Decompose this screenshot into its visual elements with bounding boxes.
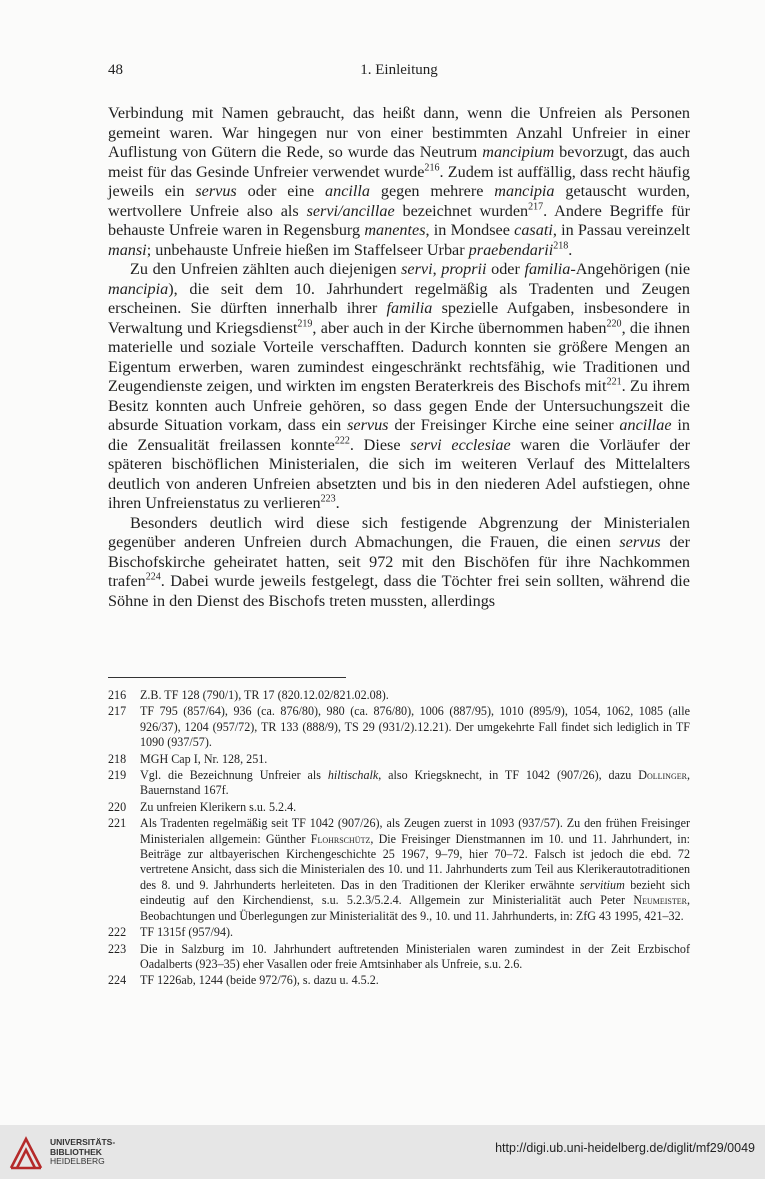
footnote-ref: 222: [334, 435, 350, 447]
italic-term: hiltischalk: [327, 768, 379, 783]
footnote: [108, 816, 690, 924]
text-run: Als Tradenten regelmäßig seit TF 1042 (907/26), als Zeugen zuerst in 1093 (937/57). Zu den frühen Freisinger Ministerialen allgemein: Günther: [140, 816, 690, 846]
footnotes: [108, 688, 690, 990]
footnote-ref: 220: [606, 318, 622, 330]
text-run: Besonders deutlich wird diese sich festigende Abgrenzung der Ministerialen gegenüber anderen Unfreien durch Abmachungen, die Frauen, die einen: [108, 513, 690, 551]
text-run: ,: [432, 260, 442, 278]
running-title: 1. Einleitung: [360, 62, 438, 78]
paragraph: [108, 514, 690, 612]
text-run: -Angehörigen (nie: [570, 260, 690, 278]
footnote: [108, 768, 690, 799]
paragraph: [108, 104, 690, 260]
italic-term: casati: [514, 221, 553, 239]
text-run: . Andere Begriffe für behauste Unfreie waren in Regensburg: [108, 201, 690, 239]
italic-term: manentes: [364, 221, 426, 239]
footnote-number: 220: [108, 799, 127, 814]
footnote-text: [140, 752, 690, 767]
footnote-number: 224: [108, 973, 127, 988]
text-run: , Bauernstand 167f.: [140, 768, 690, 798]
italic-term: ancilla: [325, 182, 371, 200]
text-run: ), die seit dem 10. Jahrhundert regelmäßig als Tradenten und Zeugen erscheinen. Sie dürften innerhalb ihrer: [108, 279, 690, 317]
author-name: Flohrschütz: [310, 831, 371, 846]
footnote: [108, 973, 690, 988]
text-run: Vgl. die Bezeichnung Unfreier als: [140, 768, 328, 783]
italic-term: familia: [524, 260, 571, 278]
footnote-text: [140, 925, 690, 940]
footnote-ref: 221: [606, 376, 622, 388]
footnote-text: [140, 800, 690, 815]
text-run: getauscht wurden, wertvollere Unfreie also als: [108, 182, 690, 220]
footnote-text: [140, 704, 690, 750]
footnote-number: 216: [108, 688, 127, 702]
document-url-link[interactable]: http://digi.ub.uni-heidelberg.de/diglit/mf29/0049: [495, 1141, 755, 1155]
footnote-text: [140, 768, 690, 799]
text-run: Zu den Unfreien zählten auch diejenigen: [130, 260, 402, 278]
footnote-number: 218: [108, 751, 127, 766]
footnote: [108, 752, 690, 767]
text-run: bevorzugt, das auch meist für das Gesinde Unfreier verwendet wurde: [108, 143, 690, 181]
footnote-number: 219: [108, 768, 127, 783]
footnote-text: [140, 688, 690, 703]
text-run: MGH Cap I, Nr. 128, 251.: [140, 751, 268, 766]
footnote-separator: [108, 677, 346, 678]
text-run: , die ihnen materielle und soziale Vorteile verschafften. Dadurch konnten sie größere Mengen an Eigentum erwerben, waren zumindest eingeschränkt rechtsfähig, wie Traditionen und Zeugendienste zeigen, und wirkten im engsten Beraterkreis des Bischofs mit: [108, 318, 690, 395]
page-header: [108, 62, 690, 84]
library-name: UNIVERSITÄTS- BIBLIOTHEK HEIDELBERG: [50, 1137, 116, 1166]
footnote: [108, 704, 690, 750]
footnote-number: 223: [108, 941, 127, 956]
footnote-text: [140, 942, 690, 973]
italic-term: mancipium: [482, 143, 555, 161]
footnote-ref: 219: [297, 318, 313, 330]
text-run: ; unbehauste Unfreie hießen im Staffelseer Urbar: [146, 240, 469, 259]
text-run: .: [568, 240, 573, 259]
text-run: , in Passau vereinzelt: [552, 221, 691, 239]
text-run: der Bischofskirche geheiratet hatten, seit 972 mit den Bischöfen für ihre Nachkommen trafen: [108, 533, 690, 590]
text-run: oder: [486, 260, 525, 278]
footnote-ref: 224: [145, 571, 161, 583]
footnote-ref: 218: [553, 240, 569, 252]
text-run: Die in Salzburg im 10. Jahrhundert auftretenden Ministerialen waren zumindest in der Zeit Erzbischof Oadalberts (923–35) eher Vasallen oder freie Amtsinhaber als Unfreie, s.u. 2.6.: [140, 941, 690, 971]
italic-term: mansi: [108, 240, 147, 259]
text-run: . Dabei wurde jeweils festgelegt, dass die Töchter frei sein sollten, während die Söhne in den Dienst des Bischofs treten mussten, allerdings: [108, 572, 690, 610]
viewer-footer: [0, 1125, 765, 1179]
author-name: Neumeister: [633, 893, 687, 908]
text-run: der Freisinger Kirche eine seiner: [388, 416, 620, 434]
text-run: bezeichnet wurden: [394, 201, 529, 220]
italic-term: servus: [195, 182, 237, 200]
text-run: . Zu ihrem Besitz konnten auch Unfreie gehören, so dass gegen Ende der Untersuchungszeit die absurde Situation vorkam, dass ein: [108, 377, 690, 434]
text-run: TF 1226ab, 1244 (beide 972/76), s. dazu u. 4.5.2.: [140, 973, 379, 988]
footnote-text: [140, 973, 690, 988]
text-run: spezielle Aufgaben, insbesondere in Verwaltung und Kriegsdienst: [108, 299, 690, 337]
paragraph: [108, 260, 690, 514]
page-number: 48: [108, 62, 123, 78]
italic-term: servus: [619, 533, 661, 551]
text-run: .: [335, 494, 340, 512]
footnote-number: 222: [108, 925, 127, 940]
italic-term: servitium: [579, 877, 625, 892]
text-run: , also Kriegsknecht, in TF 1042 (907/26), dazu: [378, 768, 639, 783]
footnote: [108, 688, 690, 703]
text-run: TF 795 (857/64), 936 (ca. 876/80), 980 (ca. 876/80), 1006 (887/95), 1010 (895/9), 1054, 1062, 1085 (alle 926/37), 1204 (957/72), TR 133 (888/9), TS 29 (931/2).12.21). Der umgekehrte Fall findet sich lediglich in TF 1090 (937/57).: [140, 704, 690, 750]
text-run: oder eine: [236, 182, 326, 200]
text-run: Zu unfreien Klerikern s.u. 5.2.4.: [140, 799, 297, 814]
footnote-ref: 216: [424, 162, 440, 174]
text-run: gegen mehrere: [370, 182, 495, 200]
text-run: , Die Freisinger Dienstmannen im 10. und 11. Jahrhundert, in: Beiträge zur altbayerischen Kirchengeschichte 25 1967, 9–79, hier 70–72. Falsch ist jedoch die ebd. 72 vertretene Ansicht, dass sich die Ministerialen des 10. und 11. Jahrhunderts zum Teil aus Klerikerautotraditionen des 8. und 9. Jahrhunderts herleiteten. Das in den Traditionen der Kleriker erwähnte: [140, 831, 691, 892]
footnote: [108, 800, 690, 815]
italic-term: proprii: [441, 260, 487, 278]
text-run: , Beobachtungen und Überlegungen zur Ministerialität des 9., 10. und 11. Jahrhunderts, in: ZfG 43 1995, 421–32.: [140, 893, 690, 923]
italic-term: familia: [386, 299, 433, 317]
text-run: waren die Vorläufer der späteren bischöflichen Ministerialen, die sich im weiteren Verlauf des Mittelalters deutlich von anderen Unfreien absetzten und bis in den niederen Adel aufstiegen, ohne ihren Unfreienstatus zu verlieren: [108, 435, 691, 512]
footnote-text: [140, 816, 690, 924]
text-run: Z.B. TF 128 (790/1), TR 17 (820.12.02/821.02.08).: [140, 688, 389, 702]
university-library-logo-icon: [8, 1133, 44, 1171]
italic-term: mancipia: [494, 182, 555, 200]
italic-term: servus: [347, 416, 389, 434]
footnote: [108, 942, 690, 973]
text-run: , in Mondsee: [425, 221, 515, 239]
text-run: in die Zensualität freilassen konnte: [108, 416, 690, 454]
italic-term: praebendarii: [468, 240, 554, 259]
italic-term: servi: [401, 260, 433, 278]
footnote-ref: 217: [528, 201, 544, 213]
text-run: bezieht sich eindeutig auf den Kirchendienst, s.u. 5.2.3/5.2.4. Allgemein zur Ministerialität auch Peter: [140, 877, 691, 908]
author-name: Dollinger: [638, 768, 687, 783]
footnote-number: 217: [108, 704, 127, 719]
text-run: . Diese: [349, 435, 411, 454]
footnote-number: 221: [108, 816, 127, 831]
footnote-ref: 223: [320, 493, 336, 505]
main-text: [108, 104, 690, 611]
italic-term: servi ecclesiae: [410, 435, 511, 454]
footnote: [108, 925, 690, 940]
text-run: TF 1315f (957/94).: [140, 925, 234, 940]
text-run: . Zudem ist auffällig, dass recht häufig jeweils ein: [108, 162, 690, 200]
text-run: Verbindung mit Namen gebraucht, das heißt dann, wenn die Unfreien als Personen gemeint waren. War hingegen nur von einer bestimmten Anzahl Unfreier in einer Auflistung von Gütern die Rede, so wurde das Neutrum: [108, 104, 690, 161]
italic-term: servi/ancillae: [306, 201, 395, 220]
text-run: , aber auch in der Kirche übernommen haben: [312, 318, 607, 337]
italic-term: ancillae: [619, 416, 672, 434]
italic-term: mancipia: [108, 279, 169, 298]
